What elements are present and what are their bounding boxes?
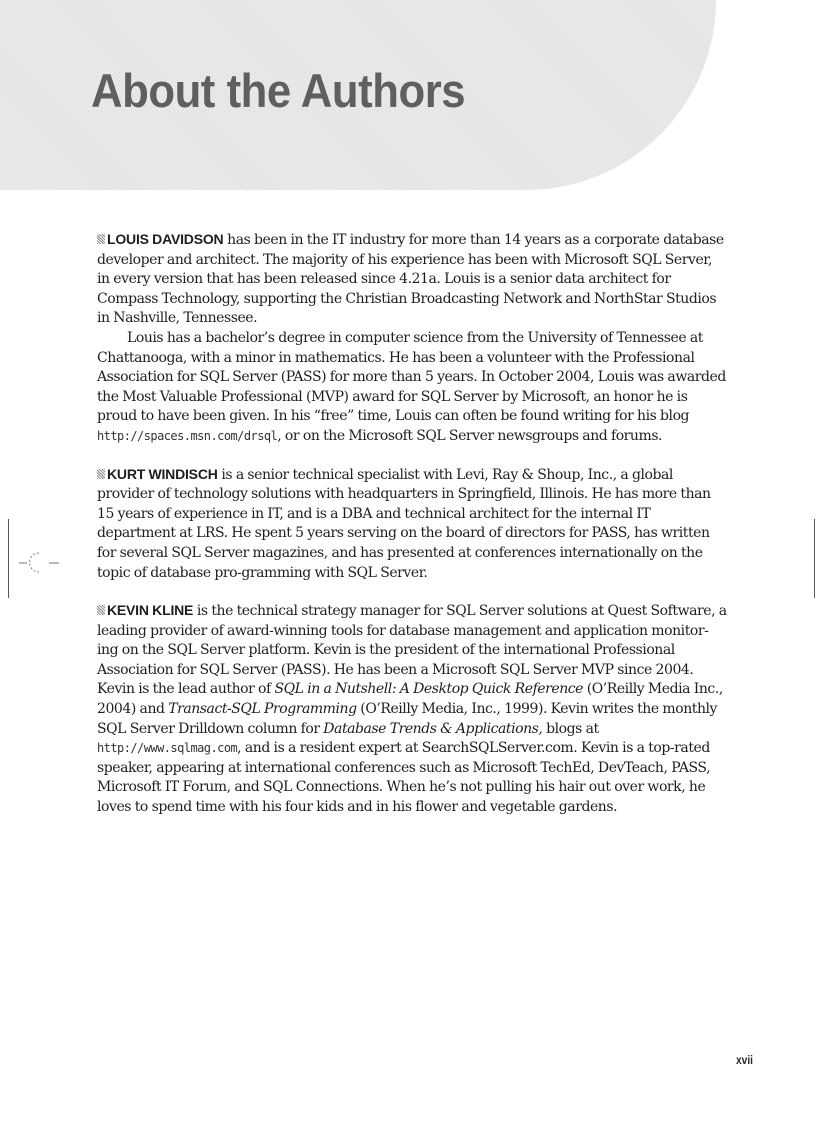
book-title: Transact-SQL Programming — [168, 701, 357, 718]
left-crop-line — [8, 519, 9, 598]
chapter-header-band — [0, 0, 716, 190]
bio-text: (O’Reilly Media Inc., 2004) and — [97, 681, 723, 718]
bullet-marker-icon — [97, 234, 105, 244]
author-bios — [97, 230, 727, 836]
author-bio-louis-davidson — [97, 230, 727, 447]
magazine-title: Database Trends & Applications, — [323, 720, 543, 737]
bio-paragraph — [97, 601, 727, 818]
blog-url: http://spaces.msn.com/drsql — [97, 428, 278, 443]
author-name: LOUIS DAVIDSON — [107, 231, 224, 247]
book-title: SQL in a Nutshell: A Desktop Quick Reference — [274, 681, 584, 698]
bio-paragraph — [97, 230, 727, 329]
bio-text: is a senior technical specialist with Levi, Ray & Shoup, Inc., a global provider of technology solutions with headquarters in Springfield, Illinois. He has more than 15 years of experience in IT, and is a DBA and technical architect for the internal IT department at LRS. He spent 5 years serving on the board of directors for PASS, has written for several SQL Server magazines, and has presented at conferences internationally on the topic of database pro-gramming with SQL Server. — [97, 466, 711, 581]
bio-paragraph — [97, 465, 727, 584]
author-bio-kevin-kline — [97, 601, 727, 818]
chapter-title: About the Authors — [91, 64, 466, 117]
website-url: http://www.sqlmag.com — [97, 741, 238, 756]
bullet-marker-icon — [97, 469, 105, 479]
bio-text: , and is a resident expert at SearchSQLServer.com. Kevin is a top-rated speaker, appearing at international conferences such as Microsoft TechEd, DevTeach, PASS, Microsoft IT Forum, and SQL Connections. When he’s not pulling his hair out over work, he loves to spend time with his four kids and in his flower and vegetable gardens. — [97, 740, 711, 816]
registration-mark-icon — [19, 550, 59, 574]
author-name: KURT WINDISCH — [107, 465, 218, 482]
bio-text: Louis has a bachelor’s degree in computer science from the University of Tennessee at Chattanooga, with a minor in mathematics. He has been a volunteer with the Professional Association for SQL Server (PASS) for more than 5 years. In October 2004, Louis was awarded the Most Valuable Professional (MVP) award for SQL Server by Microsoft, an honor he is proud to have been given. In his “free” time, Louis can often be found writing for his blog — [97, 329, 726, 425]
bio-text: has been in the IT industry for more than 14 years as a corporate database developer and architect. The majority of his experience has been with Microsoft SQL Server, in every version that has been released since 4.21a. Louis is a senior data architect for Compass Technology, supporting the Christian Broadcasting Network and NorthStar Studios in Nashville, Tennessee. — [97, 232, 724, 327]
bio-text: is the technical strategy manager for SQL Server solutions at Quest Software, a leading provider of award-winning tools for database management and application monitor-ing on the SQL Server platform. Kevin is the president of the international Professional Association for SQL Server (PASS). He has been a Microsoft SQL Server MVP since 2004. Kevin is the lead author of — [97, 603, 727, 698]
right-crop-line — [814, 519, 815, 598]
bio-text: blogs at — [542, 720, 599, 737]
page-number: xvii — [736, 1053, 754, 1067]
author-bio-kurt-windisch — [97, 465, 727, 584]
bio-paragraph — [97, 329, 727, 447]
author-name: KEVIN KLINE — [107, 602, 194, 619]
bio-text: (O’Reilly Media, Inc., 1999). Kevin writes the monthly SQL Server Drilldown column for — [97, 701, 718, 737]
bullet-marker-icon — [97, 605, 105, 615]
bio-text: , or on the Microsoft SQL Server newsgroups and forums. — [277, 427, 663, 444]
